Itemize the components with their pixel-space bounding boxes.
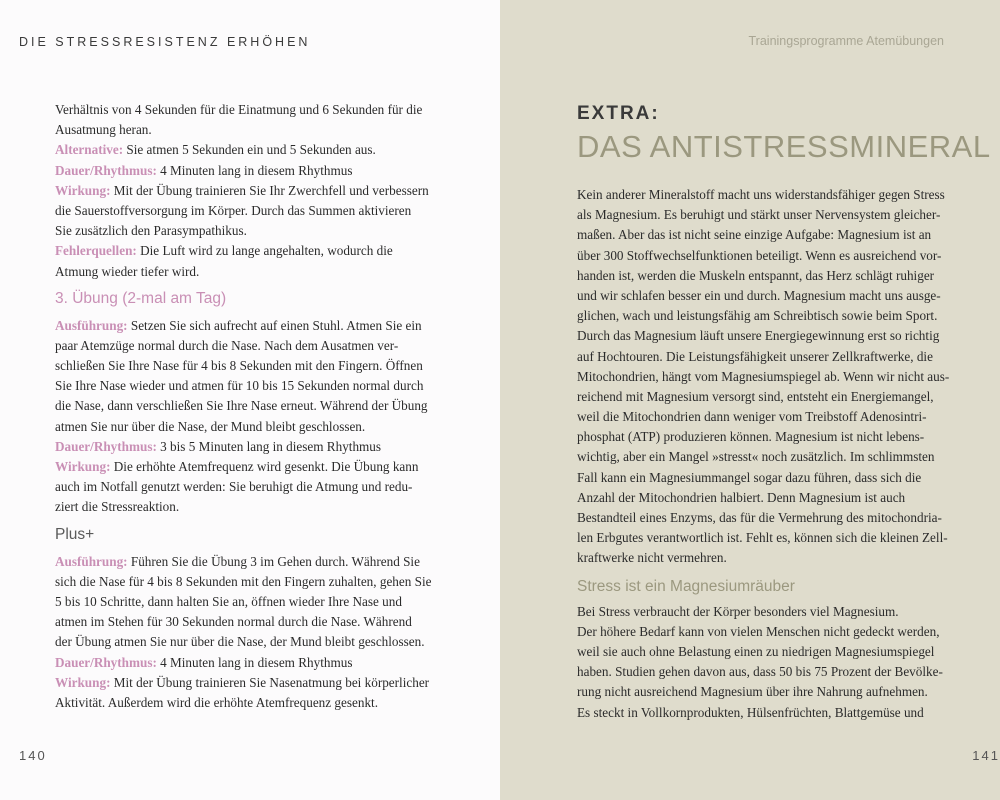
plus-heading: Plus+ [55,525,95,543]
line-text: Sie Ihre Nase wieder und atmen für 10 bis 15 Sekunden normal durch [55,378,424,394]
text-line: maßen. Aber das ist nicht seine einzige Aufgabe: Magnesium ist an [577,227,932,243]
field-label: Dauer/Rhythmus: [55,438,157,454]
text-line [55,612,427,632]
line-text: ziert die Stressreaktion. [55,499,180,515]
text-line: Durch das Magnesium läuft unsere Energiegewinnung erst so richtig [577,328,940,344]
line-text: Führen Sie die Übung 3 im Gehen durch. Während Sie [127,553,420,569]
line-text: die Sauerstoffversorgung im Körper. Durch das Summen aktivieren [55,202,412,218]
text-line: glichen, wach und leistungsfähig am Schreibtisch sowie beim Sport. [577,308,938,324]
text-line: als Magnesium. Es beruhigt und stärkt unser Nervensystem gleicher- [577,207,941,223]
section-3-block [55,316,427,518]
text-line: weil sie auch ohne Belastung einen zu niedrigen Magnesiumspiegel [577,643,935,659]
line-text: Atmung wieder tiefer wird. [55,263,200,279]
text-line: Es steckt in Vollkornprodukten, Hülsenfrüchten, Blattgemüse und [577,704,924,720]
extra-kicker: EXTRA: [577,103,660,124]
text-line [55,336,427,356]
text-line: Fall kann ein Magnesiummangel sogar dazu führen, dass sich die [577,469,922,485]
text-line [55,653,427,673]
text-line: kraftwerke nicht vermehren. [577,550,727,566]
right-text-column [577,100,991,723]
text-line [55,100,427,120]
page-number-left: 140 [19,748,47,763]
line-text: Sie zusätzlich den Parasympathikus. [55,223,247,239]
text-line [55,592,427,612]
field-label: Ausführung: [55,317,128,333]
text-line: Der höhere Bedarf kann von vielen Menschen nicht gedeckt werden, [577,623,940,639]
text-line [55,181,427,201]
text-line [55,356,427,376]
left-text-column [55,100,432,713]
text-line [55,497,427,517]
text-line [55,417,427,437]
text-line [55,632,427,652]
field-label: Dauer/Rhythmus: [55,654,157,670]
field-label: Wirkung: [55,182,111,198]
intro-block [55,100,427,282]
text-line: Anzahl der Mitochondrien halbiert. Denn Magnesium ist auch [577,489,906,505]
text-line [55,572,432,592]
line-text: schließen Sie Ihre Nase für 4 bis 8 Sekunden mit den Fingern. Öffnen [55,358,423,374]
plus-block [55,552,432,714]
line-text: Aktivität. Außerdem wird die erhöhte Atemfrequenz gesenkt. [55,694,378,710]
field-label: Ausführung: [55,553,128,569]
line-text: atmen Sie nur über die Nase, der Mund bleibt geschlossen. [55,418,366,434]
text-line [55,693,427,713]
text-line: Bestandteil eines Enzyms, das für die Vermehrung des mitochondria- [577,510,942,525]
text-line [55,120,427,140]
text-line: phosphat (ATP) produzieren können. Magnesium ist nicht lebens- [577,429,925,445]
line-text: Mit der Übung trainieren Sie Ihr Zwerchfell und verbessern [110,182,429,198]
text-line: weil die Mitochondrien dann weniger vom Treibstoff Adenosintri- [577,409,927,425]
line-text: 4 Minuten lang in diesem Rhythmus [156,654,353,670]
line-text: sich die Nase für 4 bis 8 Sekunden mit den Fingern zuhalten, gehen Sie [55,573,432,589]
line-text: Die Luft wird zu lange angehalten, wodurch die [136,243,393,259]
running-head-left: DIE STRESSRESISTENZ ERHÖHEN [19,35,311,49]
text-line: über 300 Stoffwechselfunktionen beteiligt. Wenn es ausreichend vor- [577,247,942,263]
text-line [55,262,427,282]
field-label: Alternative: [55,142,124,158]
field-label: Wirkung: [55,459,111,474]
line-text: Mit der Übung trainieren Sie Nasenatmung bei körperlicher [110,674,430,690]
text-line [55,376,427,396]
field-label: Dauer/Rhythmus: [55,162,157,178]
line-text: die Nase, dann verschließen Sie Ihre Nase erneut. Während der Übung [55,398,428,414]
line-text: Ausatmung heran. [55,122,152,138]
line-text: der Übung atmen Sie nur über die Nase, der Mund bleibt geschlossen. [55,634,425,650]
text-line: rung nicht ausreichend Magnesium über ihre Nahrung aufnehmen. [577,684,928,700]
magnesium-sub-body [577,602,949,723]
text-line: Mitochondrien, hängt vom Magnesiumspiegel ab. Wenn wir nicht aus- [577,368,950,384]
text-line: haben. Studien gehen davon aus, dass 50 bis 75 Prozent der Bevölke- [577,664,943,680]
text-line [55,316,427,336]
text-line [55,241,427,261]
text-line: Bei Stress verbraucht der Körper besonders viel Magnesium. [577,603,899,619]
extra-body [577,185,949,569]
extra-title: DAS ANTISTRESSMINERAL [577,129,991,164]
line-text: Sie atmen 5 Sekunden ein und 5 Sekunden aus. [123,142,376,158]
text-line: len Erbgutes verantwortlich ist. Fehlt es, können sich die kleinen Zell- [577,530,948,546]
field-label: Fehlerquellen: [55,243,137,259]
text-line: Kein anderer Mineralstoff macht uns widerstandsfähiger gegen Stress [577,187,945,202]
text-line [55,673,430,693]
line-text: Setzen Sie sich aufrecht auf einen Stuhl. Atmen Sie ein [127,317,422,333]
text-line: auf Hochtouren. Die Leistungsfähigkeit unserer Zellkraftwerke, die [577,348,933,364]
text-line: handen ist, werden die Muskeln entspannt, das Herz schlägt ruhiger [577,267,935,283]
text-line [55,201,427,221]
running-head-right: Trainingsprogramme Atemübungen [748,34,944,48]
text-line [55,140,427,160]
text-line [55,477,427,497]
line-text: Verhältnis von 4 Sekunden für die Einatmung und 6 Sekunden für die [55,102,423,117]
text-line [55,457,427,477]
line-text: Die erhöhte Atemfrequenz wird gesenkt. Die Übung kann [110,459,419,474]
line-text: 4 Minuten lang in diesem Rhythmus [156,162,353,178]
text-line [55,552,427,572]
line-text: 3 bis 5 Minuten lang in diesem Rhythmus [156,438,382,454]
right-page [500,0,1000,800]
field-label: Wirkung: [55,674,111,690]
text-line [55,437,427,457]
text-line [55,221,427,241]
line-text: paar Atemzüge normal durch die Nase. Nach dem Ausatmen ver- [55,337,399,353]
text-line: reichend mit Magnesium versorgt sind, entsteht ein Energiemangel, [577,388,934,404]
line-text: atmen im Stehen für 30 Sekunden normal durch die Nase. Während [55,614,412,630]
text-line [55,396,427,416]
section-3-heading: 3. Übung (2-mal am Tag) [55,289,227,307]
page-number-right: 141 [972,748,1000,763]
magnesium-subheading: Stress ist ein Magnesiumräuber [577,577,795,595]
line-text: auch im Notfall genutzt werden: Sie beruhigt die Atmung und redu- [55,479,413,495]
text-line: und wir schlafen besser ein und durch. Magnesium macht uns ausge- [577,287,941,303]
text-line: wichtig, aber ein Mangel »stresst« noch zusätzlich. Im schlimmsten [577,449,935,465]
line-text: 5 bis 10 Schritte, dann halten Sie an, öffnen wieder Ihre Nase und [55,593,402,609]
text-line [55,161,427,181]
